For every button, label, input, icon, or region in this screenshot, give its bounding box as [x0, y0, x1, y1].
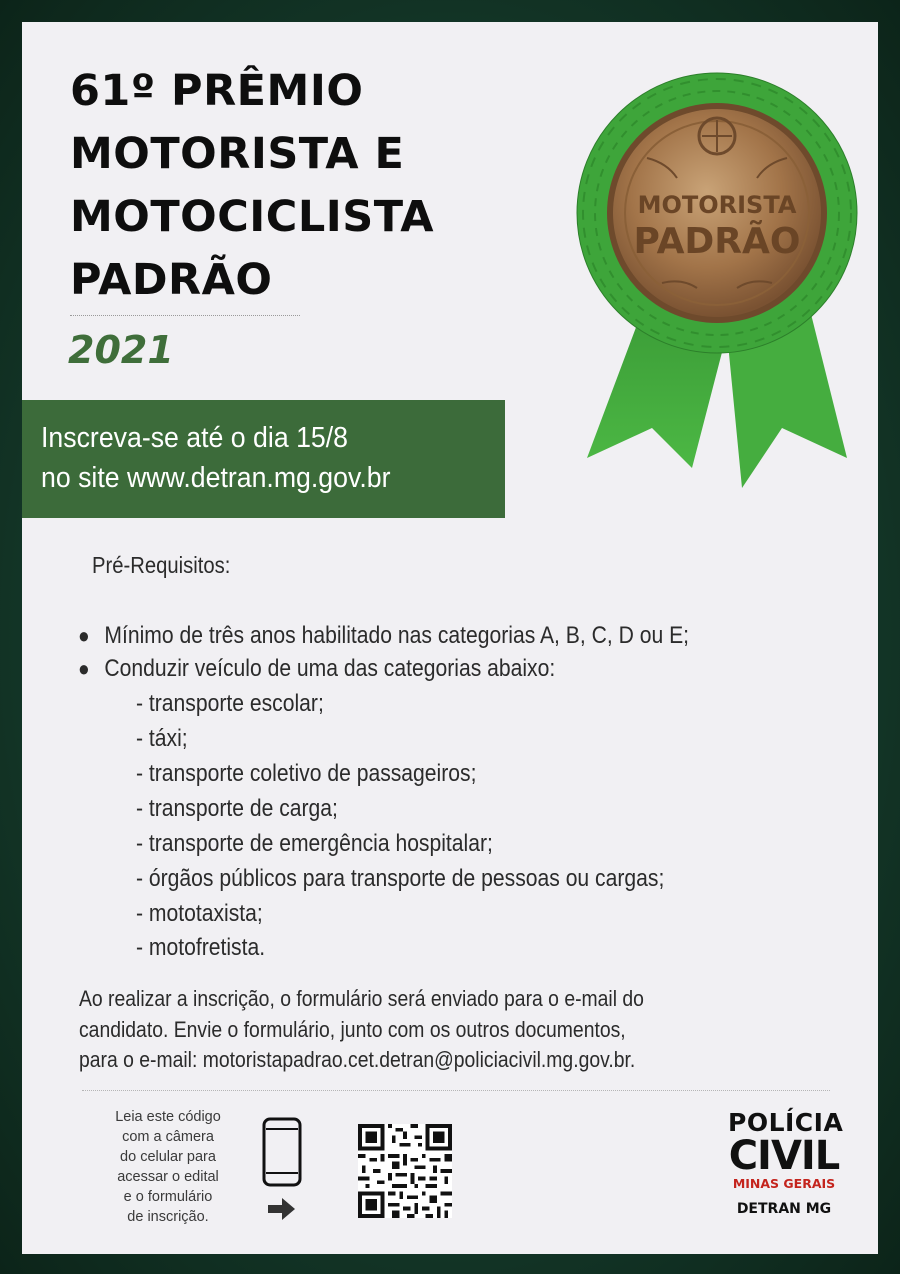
footer-divider	[82, 1090, 830, 1091]
logo-line-2: CIVIL	[728, 1133, 840, 1179]
poster-paper	[22, 22, 878, 1254]
policia-civil-logo	[728, 1108, 844, 1220]
prerequisite-text: Conduzir veículo de uma das categorias abaixo:	[104, 655, 556, 682]
detran-logo: DETRAN MG	[736, 1201, 832, 1217]
medal-text-line-1: MOTORISTA	[637, 191, 797, 219]
category-item: - transporte coletivo de passageiros;	[136, 760, 477, 787]
category-item: - motofretista.	[136, 934, 266, 961]
prerequisite-item	[78, 622, 689, 650]
category-item: - órgãos públicos para transporte de pessoas ou cargas;	[136, 865, 665, 892]
banner-line-1: Inscreva-se até o dia 15/8	[41, 422, 349, 454]
year-label: 2021	[68, 328, 174, 372]
qr-code-icon[interactable]	[358, 1124, 452, 1218]
medal-text-line-2: PADRÃO	[633, 221, 801, 262]
bullet-icon: ●	[78, 623, 90, 648]
logo-line-3: MINAS GERAIS	[732, 1176, 836, 1191]
title-line-2: MOTORISTA E	[70, 129, 405, 179]
qr-instruction-line: de inscrição.	[127, 1209, 209, 1225]
title-line-4: PADRÃO	[70, 255, 273, 305]
prerequisites-heading: Pré-Requisitos:	[92, 552, 231, 578]
arrow-right-icon	[268, 1197, 296, 1221]
notice-line-3: para o e-mail: motoristapadrao.cet.detran@policiacivil.mg.gov.br.	[79, 1047, 636, 1072]
prerequisite-item	[78, 655, 555, 683]
qr-instruction-line: do celular para	[120, 1149, 216, 1165]
category-item: - transporte escolar;	[136, 690, 324, 717]
notice-line-1: Ao realizar a inscrição, o formulário será enviado para o e-mail do	[79, 986, 644, 1011]
notice-line-2: candidato. Envie o formulário, junto com os outros documentos,	[79, 1016, 626, 1042]
title-line-3: MOTOCICLISTA	[70, 192, 434, 242]
prerequisite-text: Mínimo de três anos habilitado nas categorias A, B, C, D ou E;	[104, 622, 690, 649]
title-divider	[70, 315, 300, 316]
medal-icon	[552, 48, 882, 493]
smartphone-icon	[262, 1117, 302, 1187]
banner-line-2: no site www.detran.mg.gov.br	[41, 462, 391, 494]
category-item: - táxi;	[136, 725, 188, 752]
category-item: - mototaxista;	[136, 900, 263, 927]
title-line-1: 61º PRÊMIO	[70, 66, 364, 116]
qr-instruction-line: Leia este código	[115, 1109, 221, 1125]
qr-instruction-line: com a câmera	[122, 1129, 214, 1145]
category-item: - transporte de emergência hospitalar;	[136, 830, 493, 857]
logo-line-1: POLÍCIA	[728, 1108, 844, 1137]
category-item: - transporte de carga;	[136, 795, 338, 822]
bullet-icon: ●	[78, 656, 90, 681]
qr-instruction-line: e o formulário	[123, 1189, 213, 1205]
registration-banner	[22, 400, 505, 518]
qr-instruction-line: acessar o edital	[117, 1169, 219, 1185]
submission-notice	[79, 984, 644, 1076]
poster-title	[70, 60, 434, 312]
qr-instructions	[78, 1107, 258, 1227]
